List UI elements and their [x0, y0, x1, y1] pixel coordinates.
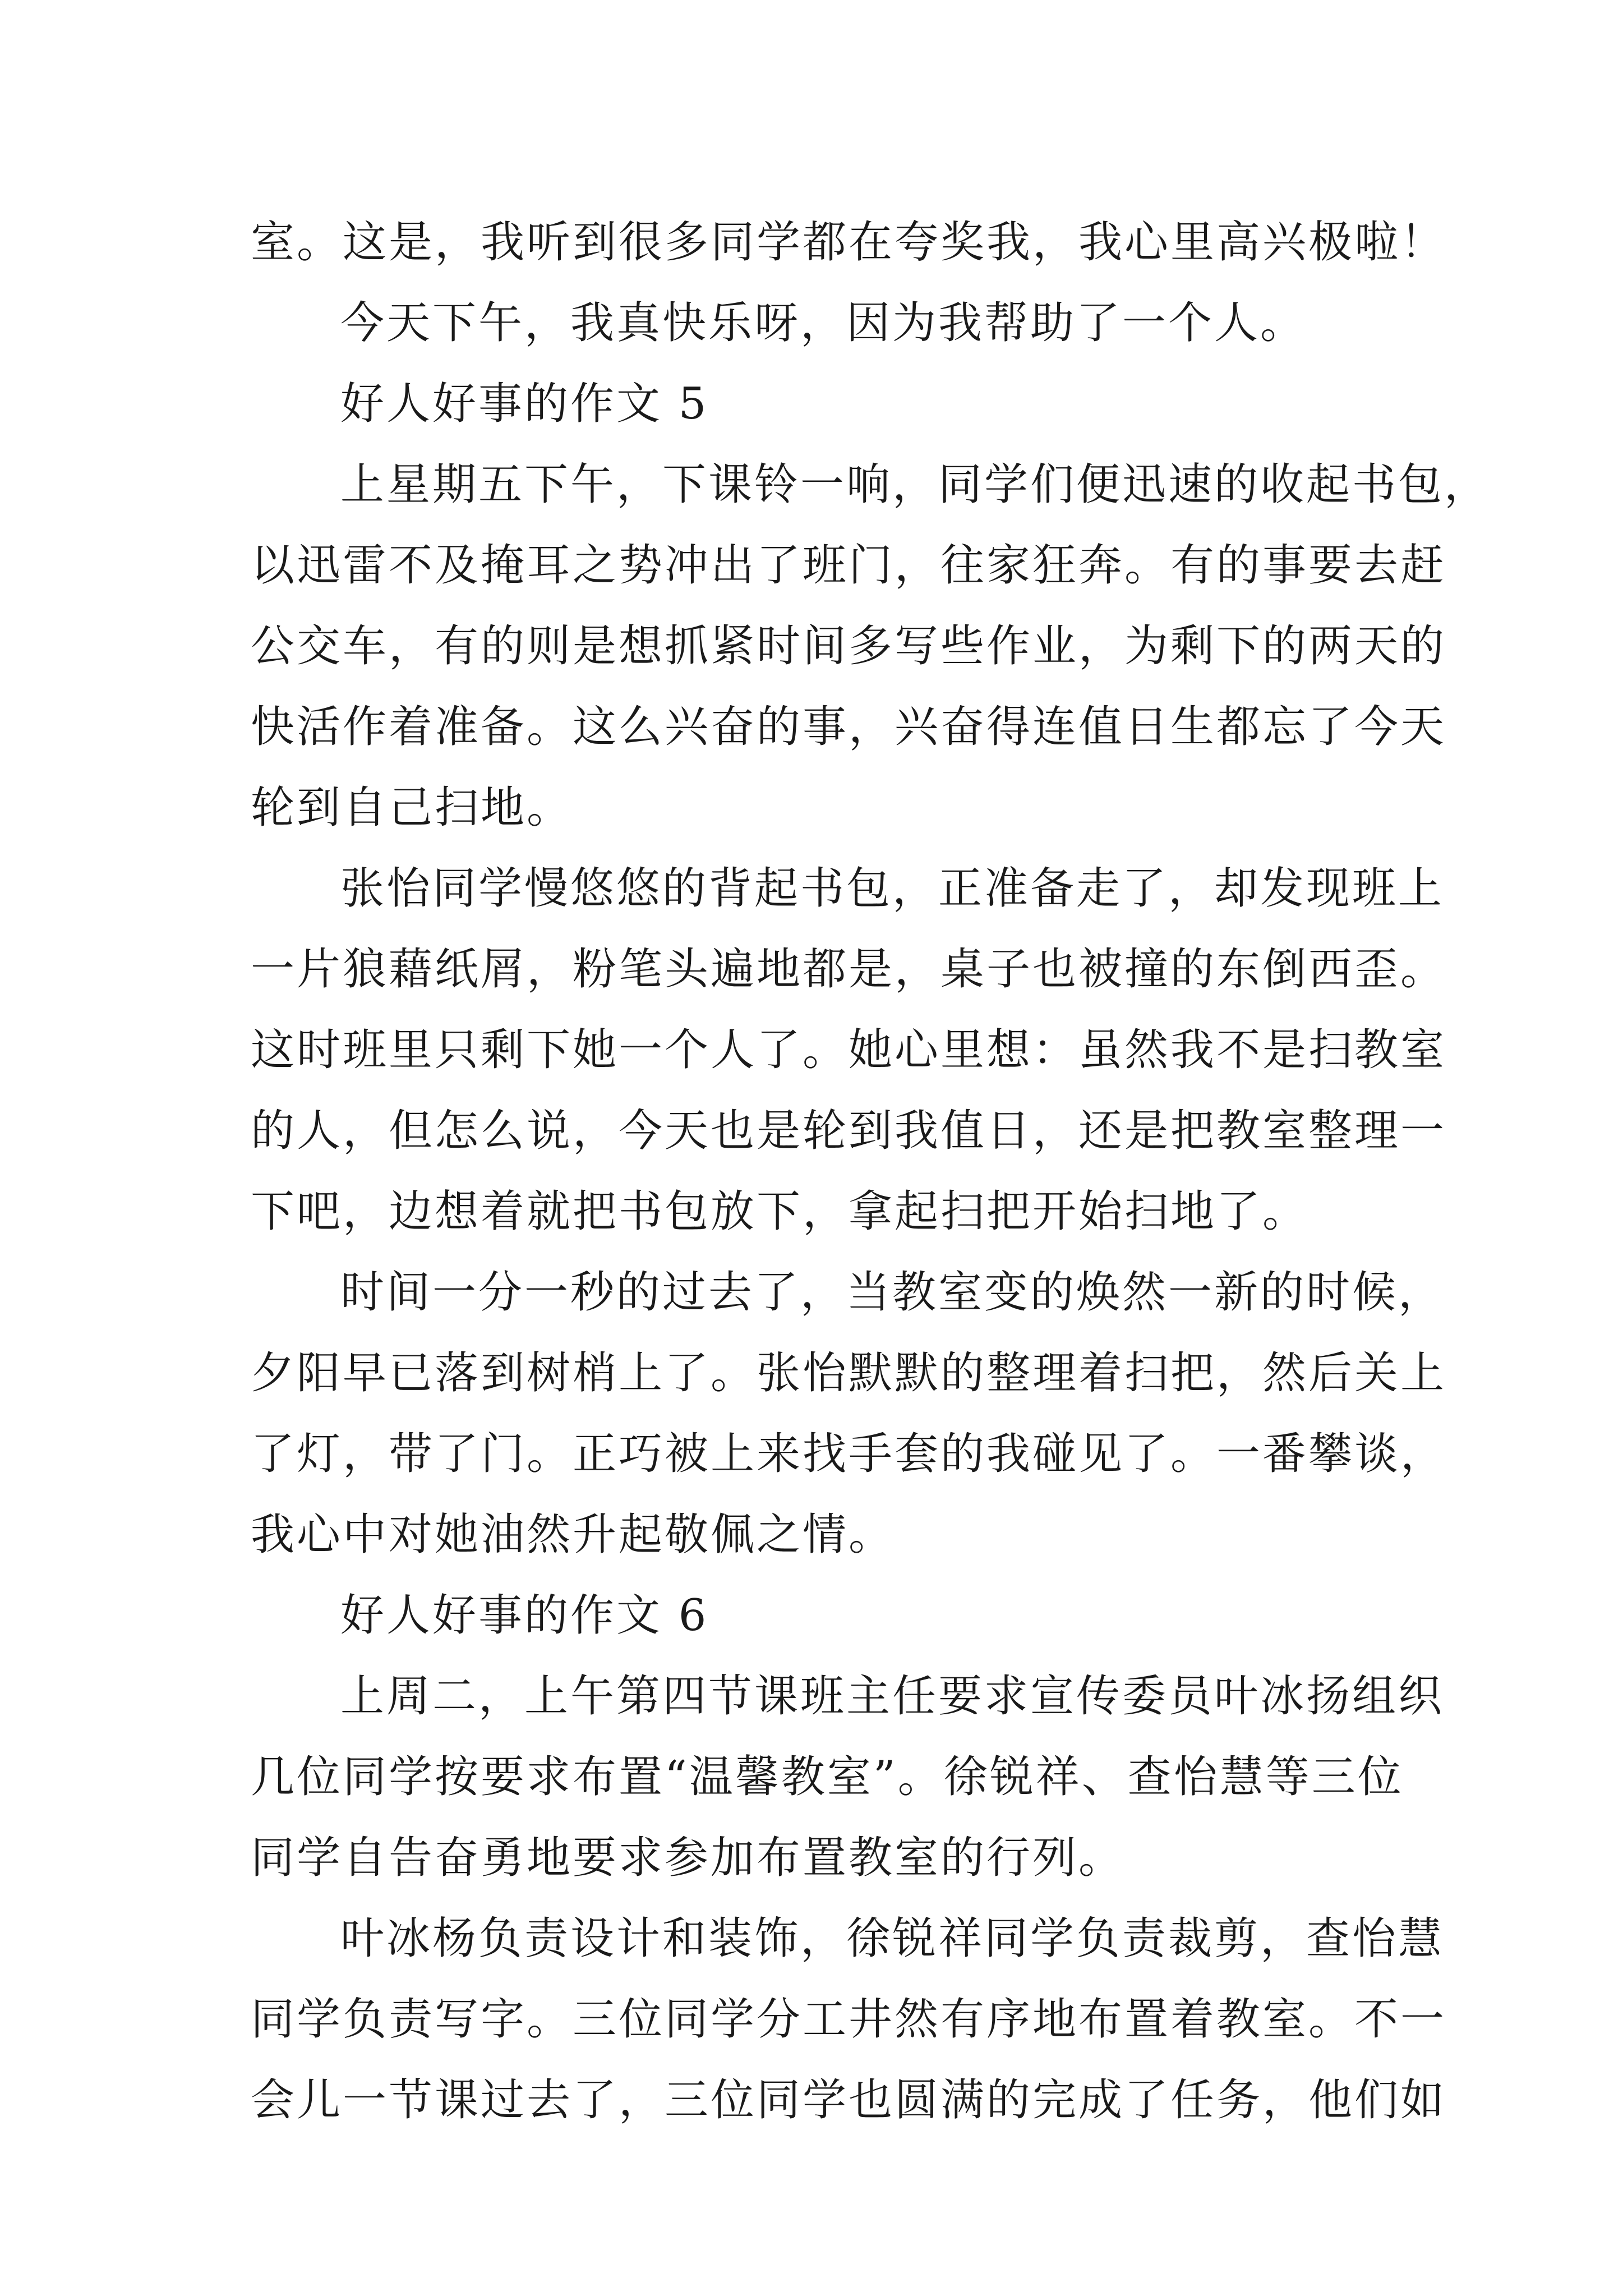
text-line: 同学负责写字。三位同学分工井然有序地布置着教室。不一 — [251, 1994, 1447, 2045]
text-line: 了灯，带了门。正巧被上来找手套的我碰见了。一番攀谈， — [251, 1429, 1447, 1479]
text-line: 室。这是，我听到很多同学都在夸奖我，我心里高兴极啦！ — [251, 217, 1447, 268]
paragraph-first-line: 叶冰杨负责设计和装饰，徐锐祥同学负责裁剪，查怡慧 — [340, 1913, 1445, 1964]
text-line: 夕阳早已落到树梢上了。张怡默默的整理着扫把，然后关上 — [251, 1348, 1447, 1398]
text-line: 公交车，有的则是想抓紧时间多写些作业，为剩下的两天的 — [251, 621, 1447, 671]
document-body — [251, 202, 1491, 2141]
paragraph-first-line: 张怡同学慢悠悠的背起书包，正准备走了，却发现班上 — [340, 863, 1445, 914]
text-line: 同学自告奋勇地要求参加布置教室的行列。 — [251, 1833, 1125, 1883]
text-line: 轮到自己扫地。 — [251, 783, 573, 833]
text-line: 会儿一节课过去了，三位同学也圆满的完成了任务，他们如 — [251, 2075, 1447, 2125]
text-line: 下吧，边想着就把书包放下，拿起扫把开始扫地了。 — [251, 1186, 1309, 1237]
text-line: 一片狼藉纸屑，粉笔头遍地都是，桌子也被撞的东倒西歪。 — [251, 944, 1447, 995]
paragraph-first-line: 今天下午，我真快乐呀，因为我帮助了一个人。 — [340, 298, 1307, 348]
text-line: 这时班里只剩下她一个人了。她心里想：虽然我不是扫教室 — [251, 1025, 1447, 1075]
paragraph-first-line: 上星期五下午，下课铃一响，同学们便迅速的收起书包， — [340, 459, 1491, 510]
text-line: 快活作着准备。这么兴奋的事，兴奋得连值日生都忘了今天 — [251, 702, 1447, 752]
paragraph-first-line: 上周二，上午第四节课班主任要求宣传委员叶冰扬组织 — [340, 1671, 1445, 1722]
text-line: 以迅雷不及掩耳之势冲出了班门，往家狂奔。有的事要去赶 — [251, 540, 1447, 591]
paragraph-first-line: 时间一分一秒的过去了，当教室变的焕然一新的时候， — [340, 1267, 1445, 1318]
text-line: 几位同学按要求布置“温馨教室”。徐锐祥、查怡慧等三位 — [251, 1752, 1404, 1802]
text-line: 的人，但怎么说，今天也是轮到我值日，还是把教室整理一 — [251, 1106, 1447, 1156]
section-heading: 好人好事的作文 5 — [340, 379, 709, 429]
section-heading: 好人好事的作文 6 — [340, 1590, 709, 1641]
text-line: 我心中对她油然升起敬佩之情。 — [251, 1510, 895, 1560]
